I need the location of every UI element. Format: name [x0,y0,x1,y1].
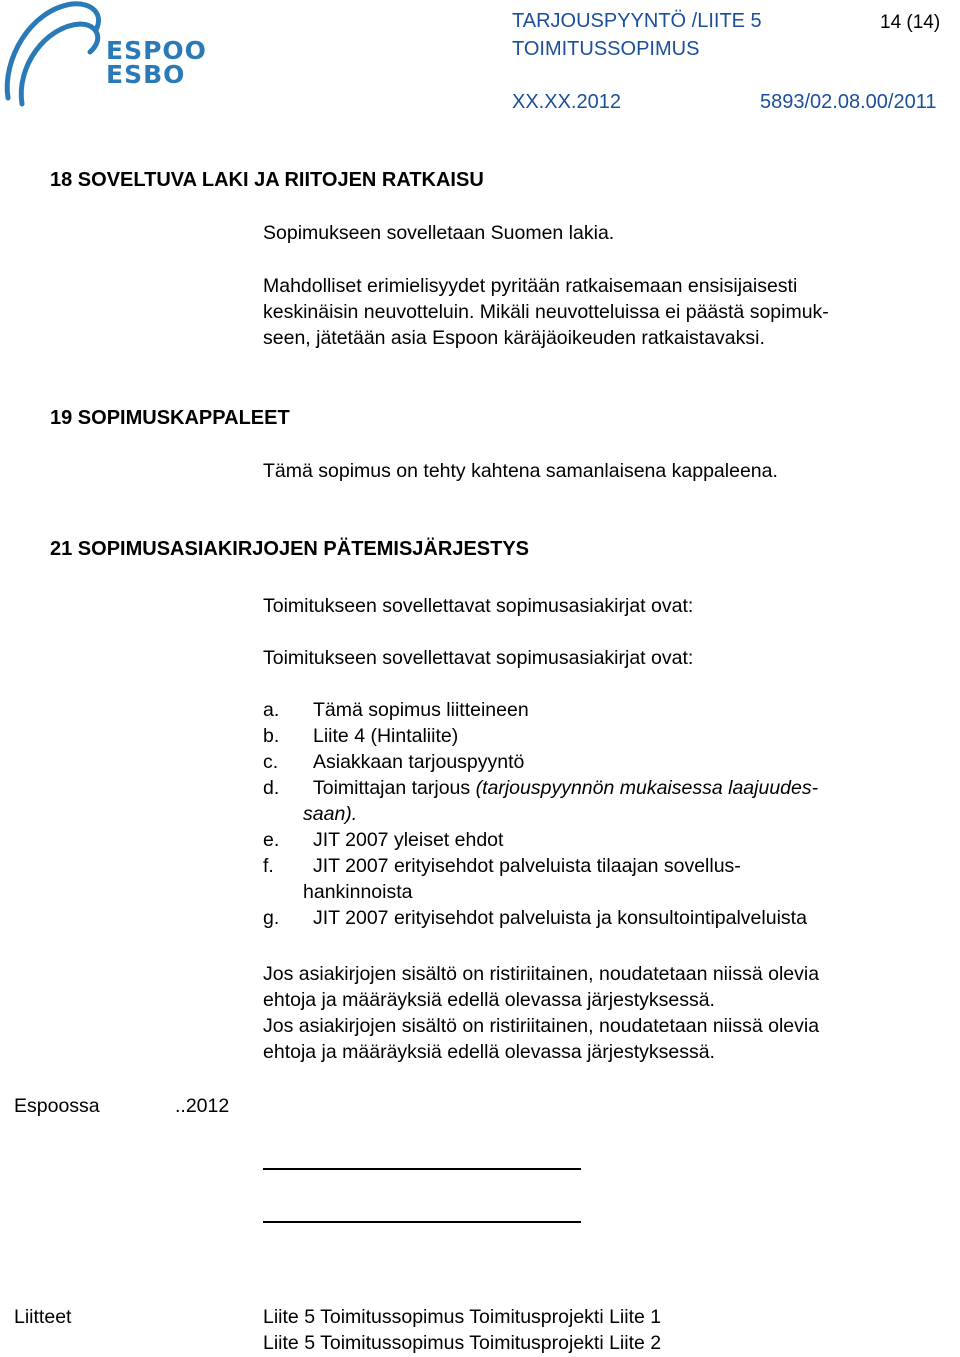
attachment-item: Liite 5 Toimitussopimus Toimitusprojekti Liite 1 [263,1306,662,1328]
espoo-logo [0,0,207,120]
signature-line [263,1168,581,1170]
document-order-list [263,697,818,931]
section-21-intro-2: Toimitukseen sovellettavat sopimusasiakirjat ovat: [263,647,694,669]
section-21-heading: 21 SOPIMUSASIAKIRJOJEN PÄTEMISJÄRJESTYS [50,538,530,560]
section-21-intro-1: Toimitukseen sovellettavat sopimusasiakirjat ovat: [263,595,694,617]
section-18-paragraph-1: Sopimukseen sovelletaan Suomen lakia. [263,222,615,244]
list-item-continuation: hankinnoista [303,881,413,903]
espoo-wave-logo-icon [0,0,110,110]
signature-date: ..2012 [175,1095,230,1117]
logo-line-esbo: ESBO [106,60,186,89]
page-number: 14 (14) [880,12,941,33]
list-item: a. Tämä sopimus liitteineen [263,699,529,721]
list-item: f. JIT 2007 erityisehdot palveluista tilaajan sovellus- [263,855,741,877]
document-title: TARJOUSPYYNTÖ /LIITE 5 [512,10,762,32]
section-19-heading: 19 SOPIMUSKAPPALEET [50,407,290,429]
list-item: d. Toimittajan tarjous (tarjouspyynnön mukaisessa laajuudes- [263,777,819,799]
list-item: g. JIT 2007 erityisehdot palveluista ja konsultointipalveluista [263,907,807,929]
attachment-item: Liite 5 Toimitussopimus Toimitusprojekti Liite 2 [263,1332,662,1354]
section-19-paragraph-1: Tämä sopimus on tehty kahtena samanlaisena kappaleena. [263,460,778,482]
document-subtitle: TOIMITUSSOPIMUS [512,38,700,60]
list-item: b. Liite 4 (Hintaliite) [263,725,459,747]
section-18-paragraph-2: Mahdolliset erimielisyydet pyritään ratkaisemaan ensisijaisesti keskinäisin neuvotteluin. Mikäli neuvotteluissa ei päästä sopimuk- seen, jätetään asia Espoon käräjäoikeuden ratkaistavaksi. [263,275,829,349]
signature-line [263,1221,581,1223]
section-18-heading: 18 SOVELTUVA LAKI JA RIITOJEN RATKAISU [50,169,484,191]
attachments-label: Liitteet [14,1306,72,1328]
document-date: XX.XX.2012 [512,91,621,113]
signature-place: Espoossa [14,1095,100,1117]
logo-line-espoo: ESPOO [106,36,207,65]
list-item: c. Asiakkaan tarjouspyyntö [263,751,525,773]
document-reference: 5893/02.08.00/2011 [760,91,937,113]
section-21-closing: Jos asiakirjojen sisältö on ristiriitainen, noudatetaan niissä olevia ehtoja ja määräyksiä edellä olevassa järjestyksessä. Jos asiakirjojen sisältö on ristiriitainen, noudatetaan niissä olevia ehtoja ja määräyksiä edellä olevassa järjestyksessä. [263,963,820,1063]
list-item-continuation: saan). [303,803,358,825]
list-item: e. JIT 2007 yleiset ehdot [263,829,504,851]
